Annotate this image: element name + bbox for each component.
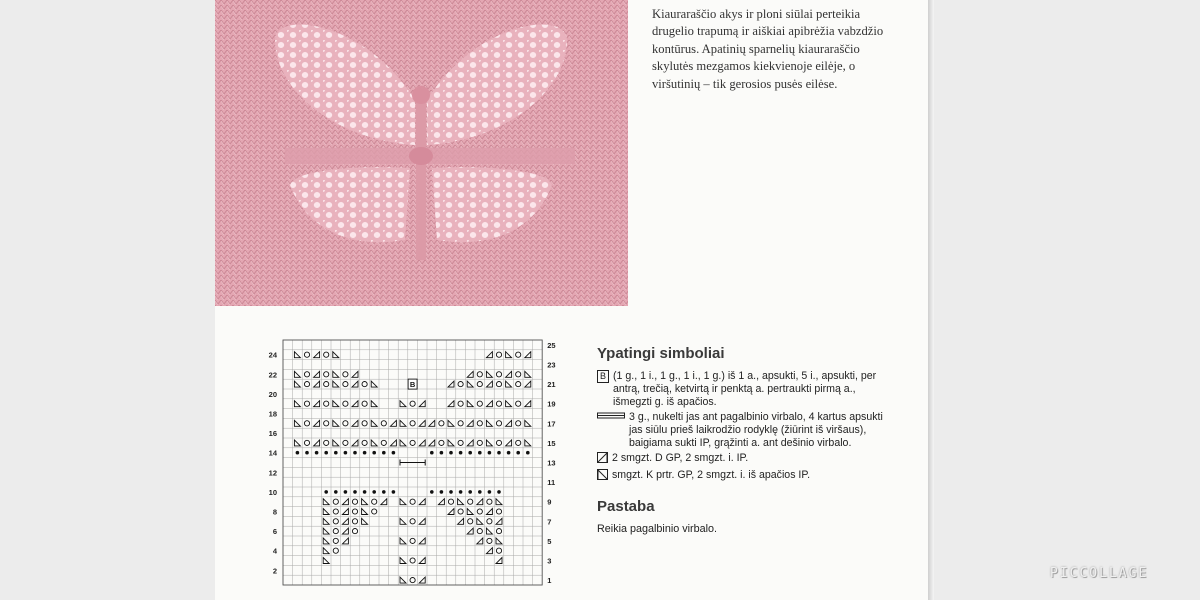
decrease-right-mark: [352, 371, 358, 377]
purl-dot: [344, 451, 348, 455]
legend-row-b: [597, 370, 897, 409]
yarn-over-mark: [333, 509, 338, 514]
row-number-left: 2: [272, 566, 277, 576]
legend-row-bar: [597, 411, 897, 450]
yarn-over-mark: [352, 529, 357, 534]
purl-dot: [363, 451, 367, 455]
purl-dot: [344, 490, 348, 494]
decrease-left-mark: [400, 401, 406, 407]
decrease-right-mark: [314, 440, 320, 446]
decrease-right-mark: [419, 401, 425, 407]
book-spine: [928, 0, 934, 600]
yarn-over-mark: [516, 352, 521, 357]
yarn-over-mark: [477, 372, 482, 377]
decrease-right-mark: [486, 381, 492, 387]
decrease-left-mark: [323, 499, 329, 505]
decrease-left-mark: [506, 381, 512, 387]
legend-section: [597, 345, 897, 535]
decrease-left-mark: [371, 440, 377, 446]
decrease-left-mark: [525, 371, 531, 377]
row-number-right: 3: [547, 556, 552, 566]
yarn-over-mark: [477, 529, 482, 534]
decrease-right-mark: [419, 518, 425, 524]
yarn-over-mark: [448, 499, 453, 504]
purl-dot: [324, 451, 328, 455]
yarn-over-mark: [343, 440, 348, 445]
yarn-over-mark: [410, 519, 415, 524]
decrease-left-mark: [362, 518, 368, 524]
purl-dot: [497, 451, 501, 455]
row-number-right: 9: [547, 497, 552, 507]
decrease-right-mark: [429, 440, 435, 446]
row-number-right: 5: [547, 536, 552, 546]
yarn-over-mark: [496, 529, 501, 534]
b-symbol-icon: B: [597, 370, 609, 383]
purl-dot: [392, 451, 396, 455]
decrease-left-mark: [323, 558, 329, 564]
knitting-chart: [255, 334, 575, 600]
row-number-right: 1: [547, 576, 552, 586]
yarn-over-mark: [333, 499, 338, 504]
decrease-right-mark: [352, 381, 358, 387]
purl-dot: [315, 451, 319, 455]
yarn-over-mark: [372, 509, 377, 514]
yarn-over-mark: [516, 401, 521, 406]
decrease-left-mark: [400, 440, 406, 446]
yarn-over-mark: [304, 352, 309, 357]
decrease-right-mark: [467, 440, 473, 446]
yarn-over-mark: [304, 401, 309, 406]
decrease-left-mark: [486, 440, 492, 446]
decrease-left-mark: [294, 401, 300, 407]
legend-k-text: smgzt. K prtr. GP, 2 smgzt. i. iš apačios IP.: [612, 469, 811, 481]
wrap-bar-icon: [597, 411, 625, 450]
yarn-over-mark: [304, 372, 309, 377]
decrease-right-mark: [419, 558, 425, 564]
yarn-over-mark: [352, 499, 357, 504]
decrease-left-mark: [525, 420, 531, 426]
row-number-left: 16: [268, 429, 277, 439]
note-text: Reikia pagalbinio virbalo.: [597, 523, 718, 535]
decrease-left-mark: [496, 538, 502, 544]
yarn-over-mark: [333, 519, 338, 524]
row-number-right: 17: [547, 419, 556, 429]
yarn-over-mark: [516, 440, 521, 445]
decrease-left-mark: [294, 420, 300, 426]
decrease-right-mark: [419, 538, 425, 544]
decrease-left-mark: [467, 509, 473, 515]
decrease-left-mark: [467, 381, 473, 387]
purl-dot: [305, 451, 309, 455]
note-heading: Pastaba: [597, 498, 655, 515]
decrease-right-mark: [342, 499, 348, 505]
yarn-over-mark: [381, 421, 386, 426]
decrease-right-mark: [352, 420, 358, 426]
decrease-left-mark: [467, 401, 473, 407]
yarn-over-mark: [458, 440, 463, 445]
decrease-right-mark: [419, 499, 425, 505]
decrease-left-mark: [294, 440, 300, 446]
yarn-over-mark: [333, 548, 338, 553]
yarn-over-mark: [324, 352, 329, 357]
yarn-over-mark: [324, 382, 329, 387]
purl-dot: [430, 490, 434, 494]
decrease-left-icon: [597, 469, 608, 484]
decrease-left-mark: [362, 499, 368, 505]
yarn-over-mark: [516, 421, 521, 426]
yarn-over-mark: [516, 372, 521, 377]
purl-dot: [497, 490, 501, 494]
decrease-right-mark: [448, 401, 454, 407]
yarn-over-mark: [324, 440, 329, 445]
yarn-over-mark: [439, 421, 444, 426]
purl-dot: [296, 451, 300, 455]
decrease-right-icon: [597, 452, 608, 467]
decrease-left-mark: [333, 401, 339, 407]
row-number-right: 7: [547, 517, 552, 527]
yarn-over-mark: [496, 382, 501, 387]
decrease-right-mark: [477, 538, 483, 544]
decrease-left-mark: [458, 499, 464, 505]
row-number-left: 22: [268, 370, 277, 380]
decrease-right-mark: [314, 420, 320, 426]
decrease-right-mark: [506, 371, 512, 377]
decrease-left-mark: [486, 420, 492, 426]
legend-row-k: [597, 469, 897, 484]
decrease-left-mark: [506, 352, 512, 358]
yarn-over-mark: [352, 519, 357, 524]
decrease-right-mark: [525, 381, 531, 387]
yarn-over-mark: [343, 401, 348, 406]
decrease-left-mark: [486, 528, 492, 534]
yarn-over-mark: [410, 499, 415, 504]
decrease-left-mark: [323, 538, 329, 544]
yarn-over-mark: [324, 401, 329, 406]
decrease-right-mark: [342, 509, 348, 515]
decrease-left-mark: [294, 352, 300, 358]
purl-dot: [440, 451, 444, 455]
decrease-right-mark: [342, 518, 348, 524]
row-number-right: 15: [547, 438, 556, 448]
decrease-left-mark: [294, 371, 300, 377]
purl-dot: [488, 451, 492, 455]
piccollage-watermark: PICCOLLAGE: [1050, 566, 1149, 581]
decrease-left-mark: [294, 381, 300, 387]
yarn-over-mark: [496, 352, 501, 357]
decrease-left-mark: [323, 509, 329, 515]
decrease-right-mark: [486, 401, 492, 407]
yarn-over-mark: [487, 538, 492, 543]
decrease-right-mark: [496, 518, 502, 524]
yarn-over-mark: [343, 372, 348, 377]
purl-dot: [468, 451, 472, 455]
purl-dot: [430, 451, 434, 455]
decrease-right-mark: [486, 509, 492, 515]
yarn-over-mark: [496, 372, 501, 377]
purl-dot: [372, 451, 376, 455]
decrease-right-mark: [448, 381, 454, 387]
yarn-over-mark: [410, 578, 415, 583]
decrease-right-mark: [467, 371, 473, 377]
decrease-left-mark: [400, 420, 406, 426]
row-number-left: 8: [272, 507, 277, 517]
yarn-over-mark: [468, 499, 473, 504]
decrease-right-mark: [448, 509, 454, 515]
purl-dot: [324, 490, 328, 494]
decrease-right-mark: [381, 499, 387, 505]
row-number-right: 19: [547, 399, 556, 409]
decrease-right-mark: [496, 558, 502, 564]
decrease-right-mark: [429, 420, 435, 426]
decrease-left-mark: [362, 509, 368, 515]
row-number-left: 14: [268, 448, 277, 458]
decrease-right-mark: [486, 548, 492, 554]
yarn-over-mark: [477, 440, 482, 445]
yarn-over-mark: [487, 499, 492, 504]
decrease-right-mark: [314, 352, 320, 358]
yarn-over-mark: [304, 382, 309, 387]
purl-dot: [459, 490, 463, 494]
yarn-over-mark: [477, 509, 482, 514]
purl-dot: [459, 451, 463, 455]
yarn-over-mark: [496, 548, 501, 553]
decrease-left-mark: [333, 371, 339, 377]
row-number-left: 24: [268, 350, 277, 360]
legend-d-text: 2 smgzt. D GP, 2 smgzt. i. IP.: [612, 452, 749, 464]
yarn-over-mark: [496, 440, 501, 445]
purl-dot: [353, 490, 357, 494]
decrease-right-mark: [438, 499, 444, 505]
yarn-over-mark: [496, 509, 501, 514]
yarn-over-mark: [516, 382, 521, 387]
yarn-over-mark: [410, 538, 415, 543]
decrease-left-mark: [323, 548, 329, 554]
yarn-over-mark: [324, 372, 329, 377]
yarn-over-mark: [477, 421, 482, 426]
decrease-left-mark: [448, 440, 454, 446]
purl-dot: [372, 490, 376, 494]
decrease-left-mark: [400, 518, 406, 524]
row-number-right: 25: [547, 340, 556, 350]
yarn-over-mark: [362, 401, 367, 406]
decrease-left-mark: [400, 538, 406, 544]
decrease-left-mark: [448, 420, 454, 426]
decrease-left-mark: [371, 381, 377, 387]
decrease-right-mark: [486, 352, 492, 358]
row-number-left: 6: [272, 527, 277, 537]
purl-dot: [363, 490, 367, 494]
row-number-right: 13: [547, 458, 556, 468]
yarn-over-mark: [496, 421, 501, 426]
purl-dot: [478, 451, 482, 455]
yarn-over-mark: [362, 382, 367, 387]
yarn-over-mark: [477, 401, 482, 406]
decrease-right-mark: [419, 440, 425, 446]
decrease-left-mark: [333, 440, 339, 446]
purl-dot: [449, 451, 453, 455]
yarn-over-mark: [477, 382, 482, 387]
yarn-over-mark: [362, 421, 367, 426]
purl-dot: [334, 451, 338, 455]
purl-dot: [488, 490, 492, 494]
decrease-right-mark: [314, 381, 320, 387]
row-number-left: 12: [268, 468, 277, 478]
decrease-left-mark: [400, 499, 406, 505]
row-number-right: 21: [547, 380, 556, 390]
yarn-over-mark: [372, 499, 377, 504]
yarn-over-mark: [304, 421, 309, 426]
yarn-over-mark: [468, 519, 473, 524]
decrease-left-mark: [333, 352, 339, 358]
yarn-over-mark: [458, 421, 463, 426]
decrease-right-mark: [525, 352, 531, 358]
yarn-over-mark: [458, 401, 463, 406]
yarn-over-mark: [333, 538, 338, 543]
book-page: [215, 0, 930, 600]
purl-dot: [392, 490, 396, 494]
decrease-right-mark: [390, 420, 396, 426]
decrease-right-mark: [314, 371, 320, 377]
yarn-over-mark: [352, 509, 357, 514]
yarn-over-mark: [487, 519, 492, 524]
decrease-right-mark: [506, 440, 512, 446]
decrease-right-mark: [342, 538, 348, 544]
yarn-over-mark: [410, 558, 415, 563]
yarn-over-mark: [343, 382, 348, 387]
decrease-right-mark: [314, 401, 320, 407]
decrease-left-mark: [400, 558, 406, 564]
decrease-left-mark: [400, 577, 406, 583]
row-number-left: 20: [268, 389, 277, 399]
row-number-left: 10: [268, 487, 277, 497]
yarn-over-mark: [381, 440, 386, 445]
decrease-left-mark: [525, 440, 531, 446]
decrease-left-mark: [506, 401, 512, 407]
decrease-right-mark: [342, 528, 348, 534]
decrease-left-mark: [486, 371, 492, 377]
decrease-left-mark: [323, 528, 329, 534]
yarn-over-mark: [458, 509, 463, 514]
decrease-right-mark: [458, 518, 464, 524]
b-marker-label: B: [409, 380, 416, 390]
decrease-right-mark: [467, 528, 473, 534]
decrease-right-mark: [525, 401, 531, 407]
yarn-over-mark: [324, 421, 329, 426]
row-number-left: 4: [272, 546, 277, 556]
decrease-left-mark: [323, 518, 329, 524]
decrease-right-mark: [477, 499, 483, 505]
purl-dot: [478, 490, 482, 494]
purl-dot: [468, 490, 472, 494]
decrease-left-mark: [333, 381, 339, 387]
purl-dot: [382, 451, 386, 455]
decrease-right-mark: [390, 440, 396, 446]
purl-dot: [516, 451, 520, 455]
row-number-right: 11: [547, 478, 556, 488]
yarn-over-mark: [410, 421, 415, 426]
legend-b-text: (1 g., 1 i., 1 g., 1 i., 1 g.) iš 1 a., apsukti, 5 i., apsukti, per antrą, trečią, ketvirtą ir penktą a. pertraukti pirmą a., išmegzti g. iš apačios.: [613, 370, 877, 408]
purl-dot: [353, 451, 357, 455]
decrease-right-mark: [419, 420, 425, 426]
yarn-over-mark: [333, 529, 338, 534]
yarn-over-mark: [439, 440, 444, 445]
row-number-left: 18: [268, 409, 277, 419]
yarn-over-mark: [304, 440, 309, 445]
decrease-right-mark: [352, 401, 358, 407]
decrease-left-mark: [333, 420, 339, 426]
legend-row-d: [597, 452, 897, 467]
decrease-right-mark: [352, 440, 358, 446]
yarn-over-mark: [458, 382, 463, 387]
decrease-left-mark: [496, 499, 502, 505]
yarn-over-mark: [362, 440, 367, 445]
yarn-over-mark: [410, 440, 415, 445]
knitted-butterfly-photo: [215, 0, 628, 306]
intro-paragraph: Kiauraraščio akys ir ploni siūlai perteikia drugelio trapumą ir aiškiai apibrėžia vabzdžio kontūrus. Apatinių sparnelių kiauraraščio skylutės mezgamos kiekvienoje eilėje, o viršutinių – tik gerosios pusės eilėse.: [652, 7, 884, 91]
decrease-right-mark: [506, 420, 512, 426]
yarn-over-mark: [496, 401, 501, 406]
purl-dot: [382, 490, 386, 494]
decrease-right-mark: [467, 420, 473, 426]
decrease-left-mark: [371, 401, 377, 407]
yarn-over-mark: [410, 401, 415, 406]
purl-dot: [449, 490, 453, 494]
purl-dot: [526, 451, 530, 455]
purl-dot: [334, 490, 338, 494]
decrease-right-mark: [419, 577, 425, 583]
row-number-right: 23: [547, 360, 556, 370]
yarn-over-mark: [343, 421, 348, 426]
purl-dot: [507, 451, 511, 455]
legend-bar-text: 3 g., nukelti jas ant pagalbinio virbalo, 4 kartus apsukti jas siūlu prieš laikrodžio rodyklę (žiūrint iš viršaus), baigiama sukti IP, grąžinti a. ant dešinio virbalo.: [629, 411, 883, 449]
legend-heading: Ypatingi simboliai: [597, 345, 725, 362]
decrease-left-mark: [371, 420, 377, 426]
purl-dot: [440, 490, 444, 494]
decrease-left-mark: [477, 518, 483, 524]
